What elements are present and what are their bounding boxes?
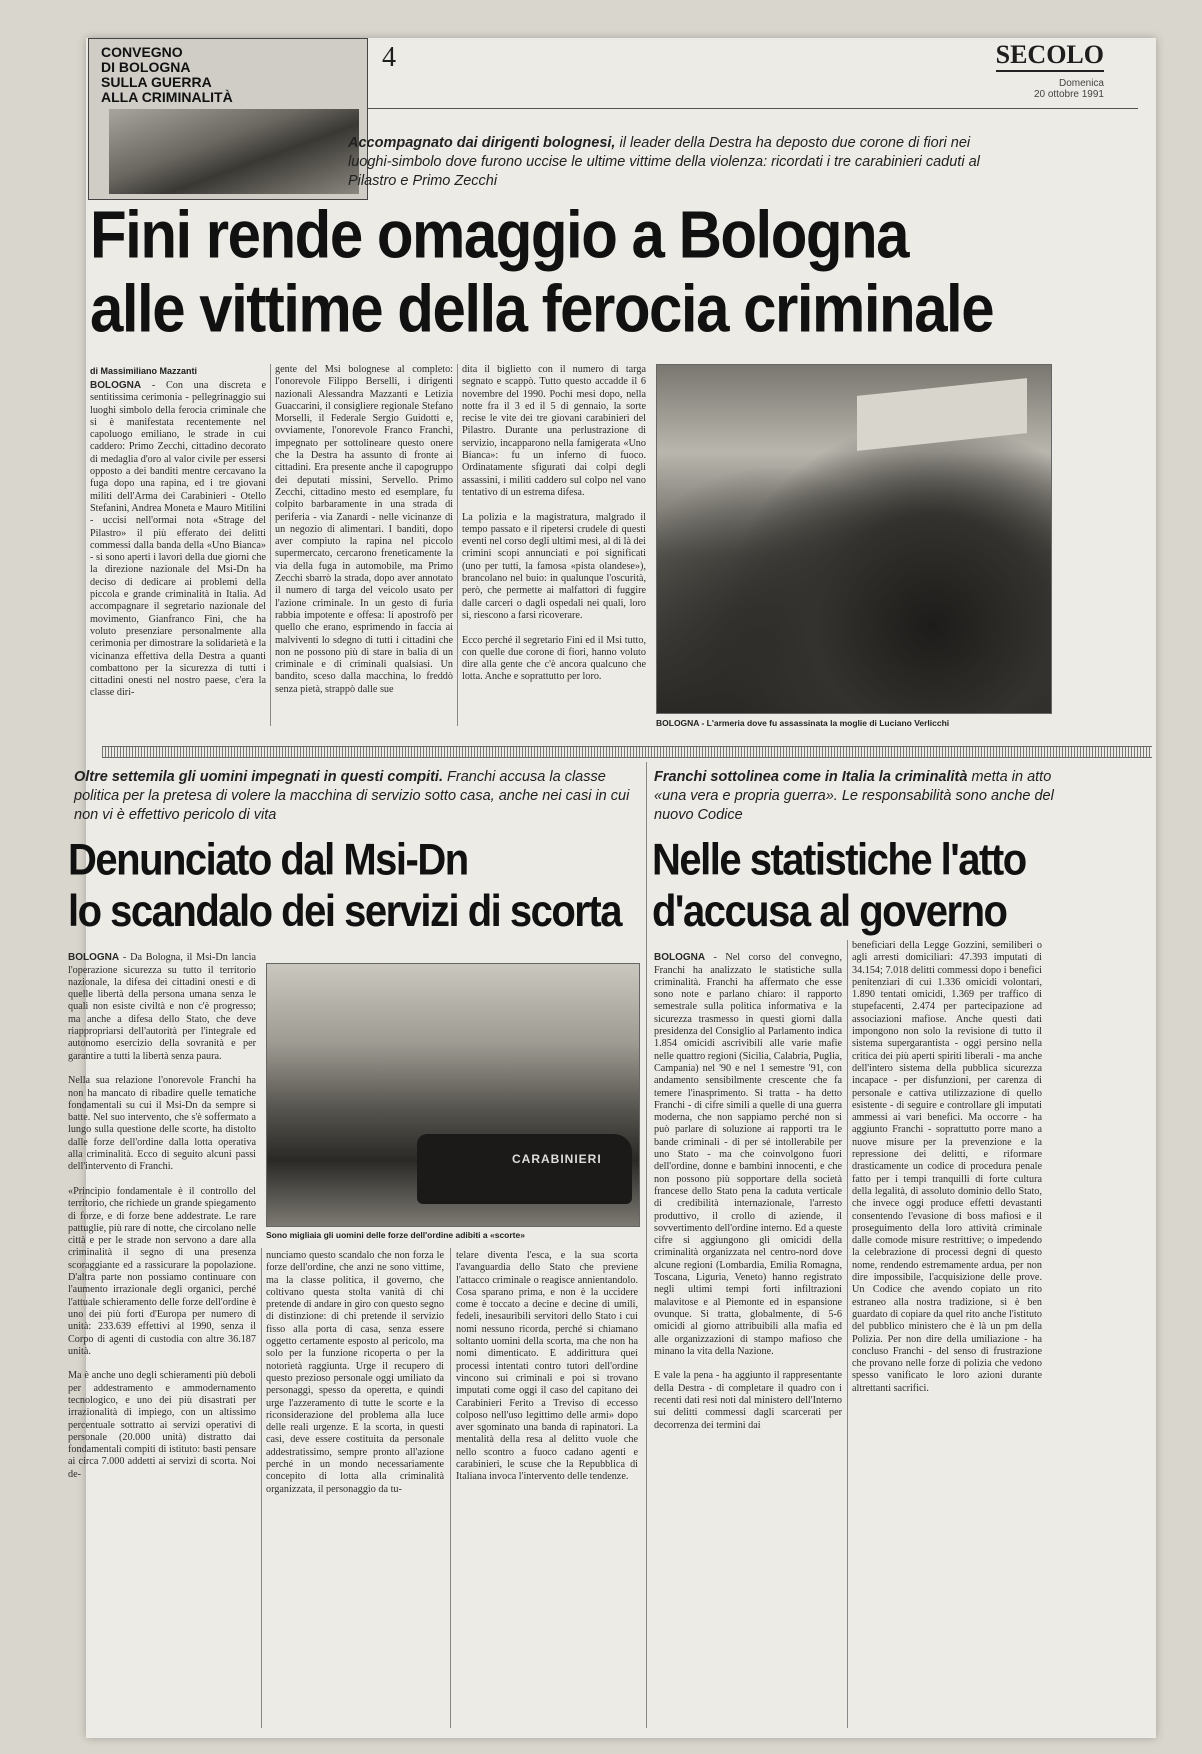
article1-photo	[656, 364, 1052, 714]
article1-column-1-text: - Con una discreta e sentitissima cerimonia - pellegrinaggio sui luoghi simbolo della ferocia criminale che si è manifestata recentemente nel capoluogo emiliano, le strade in cui caddero: Primo Zecchi, cittadino decorato di medaglia d'oro al valor civile per essersi opposto a dei banditi mentre cercavano la fuga dopo una rapina, ed i tre giovani militi dell'Arma dei Carabinieri - Otello Stefanini, Andrea Moneta e Mauro Mitilini - uccisi nell'ormai nota «Strage del Pilastro» il più efferato dei delitti commessi dalla banda della «Uno Bianca» - si sono aperti i lavori della due giorni che la direzione nazionale del Msi-Dn ha deciso di dedicare ai problemi della piccola e grande criminalità in Italia. Ad accompagnare il segretario nazionale del movimento, Gianfranco Fini, che ha voluto presenziare personalmente alla cerimonia per dimostrare la solidarietà e la vicinanza effettiva della Destra a quanti combattono per la sicurezza di tutti i cittadini onesti nel nostro paese, c'era la classe diri-	[90, 380, 266, 699]
article2-headline-line-1: Denunciato dal Msi-Dn	[68, 835, 468, 885]
article3-column-1-text: - Nel corso del convegno, Franchi ha analizzato le statistiche sulla criminalità. Franchi ha affermato che esse sono note e parlano chiaro: il rapporto semestrale sulla politica informativa e la sicurezza trasmesso in questi giorni dalla presidenza del Consiglio al Parlamento indica 1.854 omicidi ascrivibili alle varie mafie nelle quattro regioni (Sicilia, Calabria, Puglia, Campania) nel '90 e nel 1 semestre '91, con andamento sensibilmente crescente che fa temere l'inasprimento. Si tratta - ha detto Franchi - di cifre simili a quelle di una guerra moderna, che non sappiamo perché non si può parlare di soluzione ai rapporti tra le bande criminali - di per sé intollerabile per uno Stato - ma che coinvolgono fuori dell'ordine, donne e bambini innocenti, e che non possono più sopportare della società francese dello Stato pena la caduta verticale di credibilità internazionale, l'arresto produttivo, il crollo di aziende, il sovvertimento dell'ordine interno. Ed a queste cifre si aggiungono gli omicidi della criminalità organizzata nel centro-nord dove alcune regioni (Lombardia, Emilia Romagna, Toscana, Liguria, Veneto) hanno registrato negli ultimi tempi forti infiltrazioni malavitose e al Piemonte ed in espansione ovunque. Si tratta, globalmente, di 5-6 omicidi al giorno attribuibili alla mafia ed alle organizzazioni di stampo mafioso che minano la vita della Nazione. E vale la pena - ha aggiunto il rappresentante della Destra - di completare il quadro con i recenti dati resi noti dal ministero dell'Interno sui delitti commessi dagli scarcerati per decorrenza dei termini dai	[654, 952, 842, 1431]
article3-column-1	[654, 940, 842, 1728]
article1-dateline: BOLOGNA	[90, 380, 142, 391]
article1-column-2: gente del Msi bolognese al completo: l'onorevole Filippo Berselli, i dirigenti nazionali Alessandra Mazzanti e Letizia Guaccarini, il consigliere regionale Stefano Morselli, il Federale Sergio Guidotti e, ovviamente, l'onorevole Franco Franchi, impegnato per sottolineare questo onere che la Destra ha assunto di fronte ai cittadini. Era presente anche il capogruppo dei deputati missini, Servello. Primo Zecchi, cittadino mesto ed esemplare, fu colpito barbaramente in una strada di periferia - via Zanardi - nelle vicinanze di un negozio di alimentari. I banditi, dopo aver compiuto la rapina nel piccolo supermercato, cercarono freneticamente la via della fuga in automobile, ma Primo Zecchi sbarrò la strada, dopo aver annotato il numero di targa del veicolo usato per l'azione criminale. In un gesto di furia rabbia impotente e offesa: li apostrofò per quello che erano, esprimendo in faccia ai malviventi lo sdegno di tutti i cittadini che non ne possono più di stare in balia di un criminale e di criminali qualsiasi. Un bandito, sceso dalla macchina, lo freddò senza pietà, strappò dalle sue	[275, 364, 453, 695]
masthead-day: Domenica	[1058, 78, 1104, 89]
top-rule	[368, 108, 1138, 109]
masthead-full-date: 20 ottobre 1991	[1033, 89, 1104, 100]
shop-sign	[857, 378, 1027, 451]
article3-headline-line-2: d'accusa al governo	[652, 886, 1007, 936]
section-rule	[646, 762, 647, 1728]
article1-deck-rest: il leader della Destra ha deposto due corone di fiori nei luoghi-simbolo dove furono uccise le ultime vittime della violenza: ricordati i tre carabinieri caduti al Pilastro e Primo Zecchi	[348, 135, 980, 189]
kicker-line-2: DI BOLOGNA	[101, 59, 191, 75]
article3-dateline: BOLOGNA	[654, 952, 706, 964]
carabinieri-car	[417, 1134, 632, 1204]
article1-headline-line-1: Fini rende omaggio a Bologna	[90, 196, 909, 272]
article2-headline-line-2: lo scandalo dei servizi di scorta	[68, 886, 621, 936]
article2-photo	[266, 963, 640, 1227]
article1-deck	[348, 134, 988, 191]
article1-byline: di Massimiliano Mazzanti	[90, 366, 198, 376]
newspaper-page	[68, 38, 1156, 1738]
article1-column-3: dita il biglietto con il numero di targa segnato e scappò. Tutto questo accadde il 6 novembre del 1990. Pochi mesi dopo, nella notte fra il 3 ed il 5 di gennaio, la sorte recise le vite dei tre giovani carabinieri del Pilastro. Durante una perlustrazione di servizio, incapparono nella famigerata «Uno Bianca»: fu un inferno di fuoco. Ordinatamente sfigurati dai colpi degli assassini, i militi caddero sul colpo nel vano tentativo di un estrema difesa. La polizia e la magistratura, malgrado il tempo passato e il ripetersi crudele di questi eventi nel corso degli ultimi mesi, al di là dei crimini scopi annunciati e poi significati (uno per tutti, la famosa «pista olandese»), brancolano nel buio: in qualunque l'oscurità, però, che permette ai malfattori di fuggire dalle carceri o dagli ospedali nei quali, loro si, riescono a farsi ricoverare. Ecco perché il segretario Fini ed il Msi tutto, con quelle due corone di fiori, hanno voluto dire alla gente che c'è ancora qualcuno che lotta. Anche e soprattutto per loro.	[462, 364, 646, 683]
article2-column-1	[68, 940, 256, 1728]
masthead-date	[1034, 78, 1104, 100]
article1-deck-bold: Accompagnato dai dirigenti bolognesi,	[348, 135, 616, 151]
kicker-line-4: ALLA CRIMINALITÀ	[101, 89, 233, 105]
article2-dateline: BOLOGNA	[68, 952, 120, 964]
article2-headline	[68, 834, 648, 937]
article2-photo-caption: Sono migliaia gli uomini delle forze dell'ordine adibiti a «scorte»	[266, 1230, 525, 1240]
column-rule	[261, 1248, 262, 1728]
article2-column-3: telare diventa l'esca, e la sua scorta l'avanguardia dello Stato che previene l'attacco criminale o reagisce annientandolo. Cosa sparano prima, e non è la uccidere come è toccato a decine e decine di umili, fedeli, inesauribili servitori dello Stato i cui nomi nessuno ricorda, perché si chiamano soltanto uomini della scorta, ma che non ha nomi dimenticato. E addirittura quei processi intentati contro tutori dell'ordine vincono sui criminali e poi si trovano imputati come oggi il caso del capitano dei Carabinieri Ferito a Treviso di eccesso colposo nell'uso legittimo delle armi» dopo aver sgominato una banda di rapinatori. La mentalità della resa al delitto vuole che nello scontro a fuoco cadano agenti e carabinieri, le scuse che la Repubblica di Italiana invoca l'intervento delle tendenze.	[456, 1250, 638, 1483]
column-rule	[457, 364, 458, 726]
article2-column-2: nunciamo questo scandalo che non forza le forze dell'ordine, che anzi ne sono vittime, ma la classe politica, il governo, che coltivano questa stolta vanità di chi pretende di andare in giro con questo segno di distinzione: di chi pretende il servizio fisso alla porta di casa, senza essere oggetto certamente esposto al pericolo, ma solo per la funzione ricoperta o per la notorietà raggiunta. Urge il recupero di questo prezioso personale oggi umiliato da personaggi, spesso da operetta, e quindi urge l'azzeramento di tutte le scorte e la riconsiderazione del problema alla luce delle reali urgenze. E la scorta, in questi casi, deve essere costituita da personale addestratissimo, sempre pronto all'azione perché in un mondo necessariamente concepito di lotta alla criminalità organizzata, il personaggio da tu-	[266, 1250, 444, 1495]
article1-photo-caption: BOLOGNA - L'armeria dove fu assassinata la moglie di Luciano Verlicchi	[656, 718, 950, 728]
article3-headline-line-1: Nelle statistiche l'atto	[652, 835, 1026, 885]
kicker-line-3: SULLA GUERRA	[101, 74, 212, 90]
article3-headline	[652, 834, 1142, 937]
car-door-lettering: CARABINIERI	[512, 1152, 602, 1166]
kicker-line-1: CONVEGNO	[101, 44, 183, 60]
column-rule	[450, 1248, 451, 1728]
page-number: 4	[382, 42, 396, 73]
kicker-box	[88, 38, 368, 200]
article1-headline	[90, 198, 1140, 346]
article1-column-1	[90, 380, 266, 726]
column-rule	[847, 940, 848, 1728]
article3-deck	[654, 768, 1054, 825]
article3-deck-bold: Franchi sottolinea come in Italia la criminalità	[654, 769, 968, 785]
article2-column-1-text: - Da Bologna, il Msi-Dn lancia l'operazione sicurezza su tutto il territorio nazionale, la difesa dei cittadini onesti e di quelle libertà della persona umana senza le quali non esiste civiltà e non c'è progresso; ma anche a difesa dello Stato, che deve riappropriarsi dell'autorità per l'integrale ed autonomo esercizio della sovranità e per garantire a tutti la libertà senza paura. Nella sua relazione l'onorevole Franchi ha non ha mancato di ribadire quelle tematiche fondamentali su cui il Msi-Dn da sempre si batte. Nel suo intervento, che s'è soffermato a lungo sulla questione delle scorte, ha distolto dalle forze dell'ordine dalla lotta operativa alla criminalità. Ecco di seguito alcuni passi dell'intervento di Franchi. «Principio fondamentale è il controllo del territorio, che richiede un grande spiegamento di forze, e di forze bene addestrate. Le rare pattuglie, più rare di notte, che circolano nelle città e per le strade non servono a dare alla criminalità il segno di una presenza scoraggiante ed a rassicurare la popolazione. D'altra parte non possiamo continuare con l'aumento irrazionale degli organici, perché l'attuale schieramento delle forze dell'ordine è uno dei più forti d'Europa per numero di unità: 233.639 effettivi al 1990, senza il Corpo di agenti di custodia con altre 36.187 unità. Ma è anche uno degli schieramenti più deboli per addestramento e ammodernamento tecnologico, e uno dei più disastrati per irrazionalità di impiego, con un altissimo percentuale sottratto ai servizi operativi di personale (20.000 unità) distratto dai fondamentali compiti di istituto: basti pensare ai circa 7.000 addetti ai servizi di scorta. Noi de-	[68, 952, 256, 1480]
article2-deck	[74, 768, 634, 825]
kicker-text	[101, 45, 271, 105]
article2-deck-bold: Oltre settemila gli uomini impegnati in questi compiti.	[74, 769, 443, 785]
masthead: SECOLO	[996, 40, 1104, 72]
column-rule	[270, 364, 271, 726]
article3-column-2: beneficiari della Legge Gozzini, semiliberi o agli arresti domiciliari: 47.393 imputati di 34.154; 7.018 delitti commessi dopo i benefici penitenziari di cui 1.336 omicidi volontari, 1.890 tentati omicidi, 1.369 per traffico di stupefacenti, 2.474 per partecipazione ad associazioni mafiose. Anche questi dati impongono non solo la revisione di tutto il sistema supergarantista - oggi persino nella critica dei più aperti spiriti liberali - ma anche dell'intero sistema della pubblica sicurezza incapace - per disfunzioni, per carenza di personale e cattiva utilizzazione di quello esistente - di seguire e controllare gli imputati ammessi ai vari benefici. Ma occorre - ha aggiunto Franchi - soprattutto porre mano a nuove misure per la prevenzione e la repressione dei delitti, e riformare drasticamente un codice di procedura penale fatto per i tempi tranquilli di forte cultura della legalità, di assoluto dominio dello Stato, che invece oggi produce effetti devastanti consentendo l'evasione di boss mafiosi e il proseguimento della loro attività criminale dalle comode misure restrittive; o impedendo la celebrazione di processi degni di questo nome, rendendo estremamente ardua, per non dire impossibile, l'acquisizione delle prove. Un Codice che avendo copiato un rito estraneo alla nostra tradizione, si è ben guardato di copiare da quel rito anche l'istituto del pubblico ministero che è là un pm della Polizia. Per non dire della umiliazione - ha concluso Franchi - del senso di frustrazione che provano nelle forze di polizia che vedono spesso vanificato le loro azioni durante altrettanti sacrifici.	[852, 940, 1042, 1394]
article3-deck-rest: metta in atto «una vera e propria guerra». Le responsabilità sono anche del nuovo Codice	[654, 769, 1054, 823]
section-divider	[102, 746, 1152, 758]
article2-deck-rest: Franchi accusa la classe politica per la pretesa di volere la macchina di servizio sotto casa, anche nei casi in cui non vi è effettivo pericolo di vita	[74, 769, 630, 823]
kicker-photo	[109, 109, 359, 194]
article1-headline-line-2: alle vittime della ferocia criminale	[90, 270, 994, 346]
